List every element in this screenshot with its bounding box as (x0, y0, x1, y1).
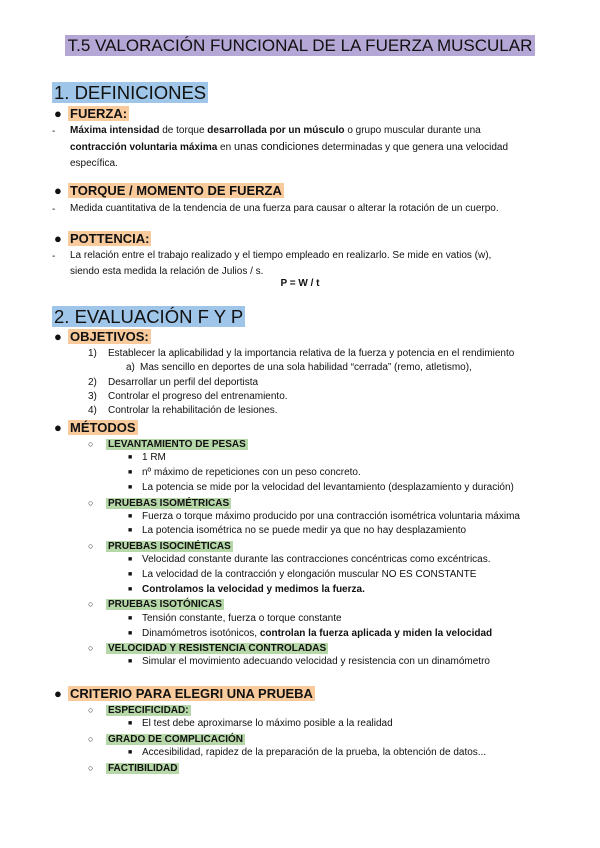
section-heading-evaluacion: 2. EVALUACIÓN F Y P (54, 306, 244, 327)
square-bullet-icon: ■ (128, 527, 133, 534)
bullet-torque: ● TORQUE / MOMENTO DE FUERZA (54, 183, 282, 198)
document-title: T.5 VALORACIÓN FUNCIONAL DE LA FUERZA MUSCULAR (0, 36, 600, 56)
list-item: a) Mas sencillo en deportes de una sola habilidad “cerrada” (remo, atletismo), (126, 362, 472, 373)
square-bullet-icon: ■ (128, 454, 133, 461)
circle-bullet-icon: ○ (88, 439, 94, 449)
square-bullet-icon: ■ (128, 720, 133, 727)
square-bullet-icon: ■ (128, 658, 133, 665)
list-item: 2) Desarrollar un perfil del deportista (88, 377, 259, 388)
bullet-objetivos: ● OBJETIVOS: (54, 329, 149, 344)
sub-factibilidad: ○ FACTIBILIDAD (88, 763, 178, 774)
sub-isotonicas: ○ PRUEBAS ISOTÓNICAS (88, 599, 222, 610)
bullet-potencia: ● POTTENCIA: (54, 231, 150, 246)
sub-isocineticas: ○ PRUEBAS ISOCINÉTICAS (88, 541, 231, 552)
dash-marker: - (52, 204, 56, 215)
list-item: ■ Simular el movimiento adecuando velocidad y resistencia con un dinamómetro (128, 656, 490, 667)
bullet-fuerza: ● FUERZA: (54, 106, 128, 121)
list-item: ■ Controlamos la velocidad y medimos la fuerza. (128, 584, 365, 595)
sub-complicacion: ○ GRADO DE COMPLICACIÓN (88, 734, 243, 745)
torque-definition: Medida cuantitativa de la tendencia de una fuerza para causar o alterar la rotación de un cuerpo. (70, 203, 499, 214)
square-bullet-icon: ■ (128, 513, 133, 520)
list-item: ■ 1 RM (128, 452, 166, 463)
square-bullet-icon: ■ (128, 630, 133, 637)
potencia-formula: P = W / t (280, 278, 320, 289)
list-item: ■ Velocidad constante durante las contracciones concéntricas como excéntricas. (128, 554, 491, 565)
list-item: ■ Tensión constante, fuerza o torque constante (128, 613, 342, 624)
circle-bullet-icon: ○ (88, 541, 94, 551)
dash-marker: - (52, 126, 56, 137)
list-item: ■ Accesibilidad, rapidez de la preparación de la prueba, la obtención de datos... (128, 747, 487, 758)
bullet-icon: ● (54, 183, 62, 198)
circle-bullet-icon: ○ (88, 498, 94, 508)
list-item: ■ La potencia isométrica no se puede medir ya que no hay desplazamiento (128, 525, 467, 536)
square-bullet-icon: ■ (128, 571, 133, 578)
circle-bullet-icon: ○ (88, 734, 94, 744)
bullet-icon: ● (54, 106, 62, 121)
square-bullet-icon: ■ (128, 615, 133, 622)
list-item: ■ Dinamómetros isotónicos, controlan la fuerza aplicada y miden la velocidad (128, 628, 493, 639)
square-bullet-icon: ■ (128, 484, 133, 491)
circle-bullet-icon: ○ (88, 643, 94, 653)
sub-levantamiento: ○ LEVANTAMIENTO DE PESAS (88, 439, 246, 450)
circle-bullet-icon: ○ (88, 705, 94, 715)
sub-especificidad: ○ ESPECIFICIDAD: (88, 705, 189, 716)
section-heading-definiciones: 1. DEFINICIONES (54, 82, 207, 103)
list-item: ■ La velocidad de la contracción y elongación muscular NO ES CONSTANTE (128, 569, 477, 580)
sub-velocidad: ○ VELOCIDAD Y RESISTENCIA CONTROLADAS (88, 643, 327, 654)
list-item: 1) Establecer la aplicabilidad y la importancia relativa de la fuerza y potencia en el rendimiento (88, 348, 515, 359)
square-bullet-icon: ■ (128, 749, 133, 756)
bullet-metodos: ● MÉTODOS (54, 420, 136, 435)
bullet-criterio: ● CRITERIO PARA ELEGRI UNA PRUEBA (54, 686, 313, 701)
fuerza-definition: Máxima intensidad de torque desarrollada por un músculo o grupo muscular durante una contracción voluntaria máxima en unas condiciones determinadas y que genera una velocidad específica. (70, 125, 509, 169)
dash-marker: - (52, 251, 56, 262)
bullet-icon: ● (54, 420, 62, 435)
sub-isometricas: ○ PRUEBAS ISOMÉTRICAS (88, 498, 230, 509)
potencia-definition: La relación entre el trabajo realizado y el tiempo empleado en realizarlo. Se mide en vatios (w), siendo esta medida la relación de Julios / s. (70, 250, 492, 277)
list-item: ■ Fuerza o torque máximo producido por una contracción isométrica voluntaria máxima (128, 511, 520, 522)
square-bullet-icon: ■ (128, 556, 133, 563)
bullet-icon: ● (54, 329, 62, 344)
list-item: ■ La potencia se mide por la velocidad del levantamiento (desplazamiento y duración) (128, 482, 514, 493)
square-bullet-icon: ■ (128, 469, 133, 476)
square-bullet-icon: ■ (128, 586, 133, 593)
bullet-icon: ● (54, 686, 62, 701)
list-item: ■ nº máximo de repeticiones con un peso concreto. (128, 467, 361, 478)
list-item: 4) Controlar la rehabilitación de lesiones. (88, 405, 278, 416)
list-item: ■ El test debe aproximarse lo máximo posible a la realidad (128, 718, 393, 729)
list-item: 3) Controlar el progreso del entrenamiento. (88, 391, 288, 402)
circle-bullet-icon: ○ (88, 763, 94, 773)
bullet-icon: ● (54, 231, 62, 246)
circle-bullet-icon: ○ (88, 599, 94, 609)
